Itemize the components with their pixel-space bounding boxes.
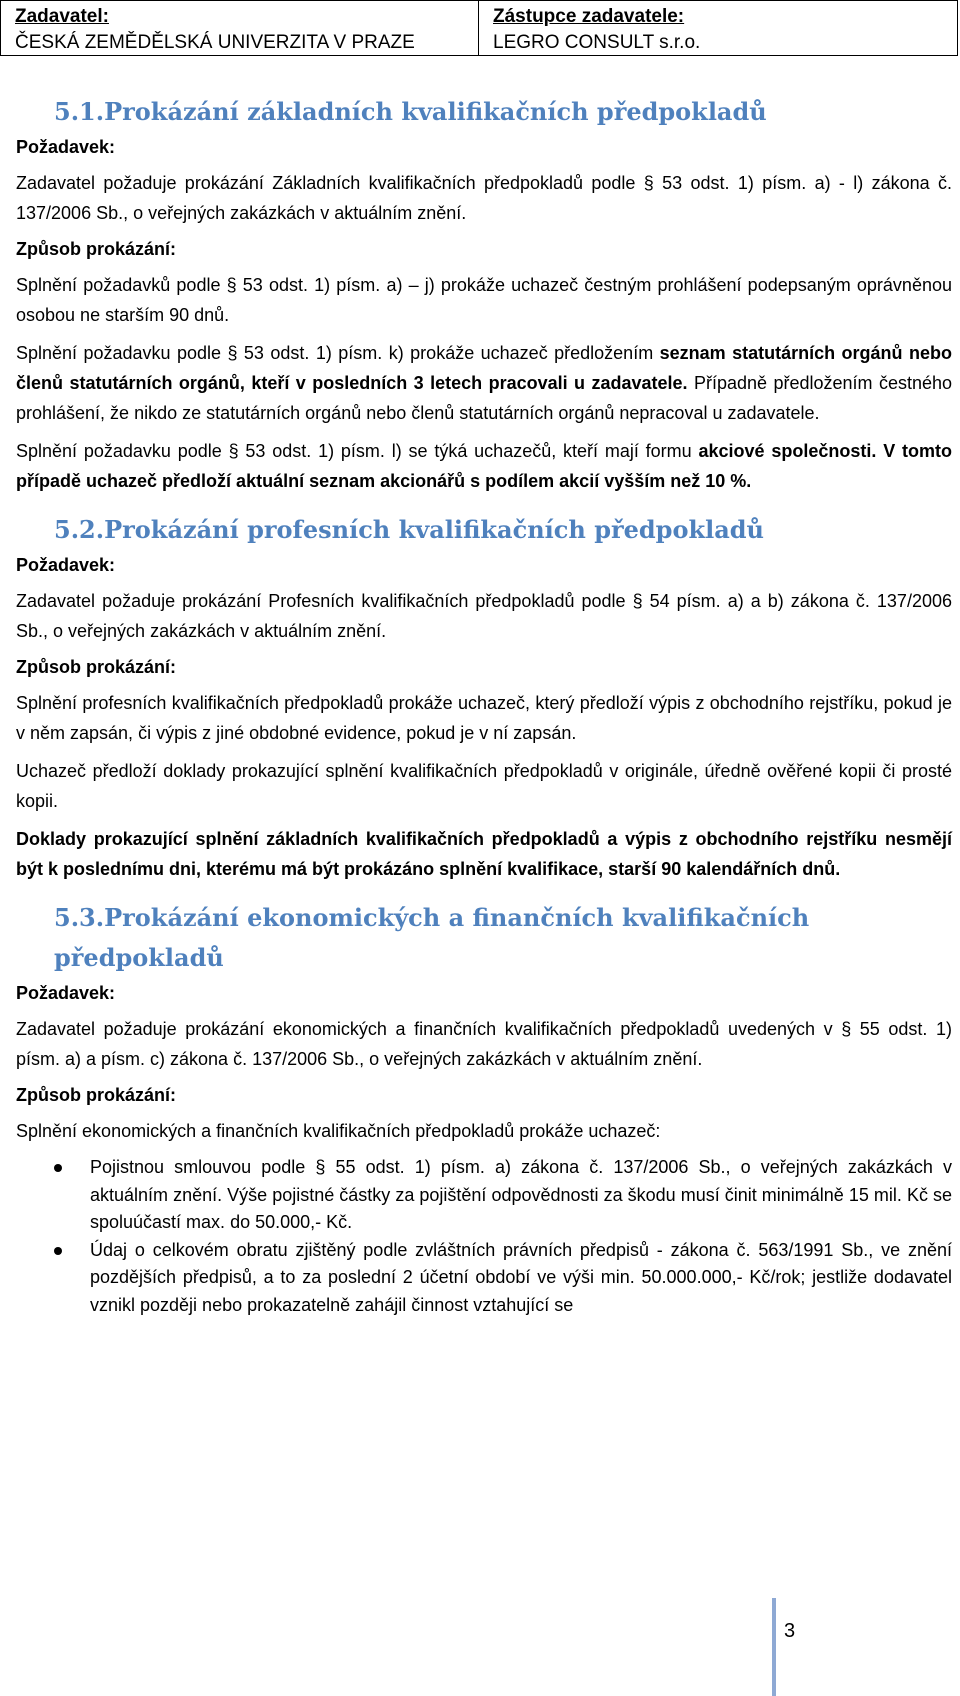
s3-requirement-label: Požadavek:	[16, 983, 116, 1003]
list-item	[16, 1154, 952, 1237]
section-5-1-heading: 5.1.Prokázání základních kvalifikačních předpokladů	[54, 97, 767, 126]
s3-paragraph-1: Splnění ekonomických a finančních kvalifikačních předpokladů prokáže uchazeč:	[16, 1121, 661, 1141]
s2-paragraph-3: Doklady prokazující splnění základních kvalifikačních předpokladů a výpis z obchodního rejstříku nesmějí být k poslednímu dni, kterému má být prokázáno splnění kvalifikace, starší 90 kalendářních dnů.	[16, 829, 952, 879]
document-body	[16, 92, 952, 1319]
s1-paragraph-1: Splnění požadavků podle § 53 odst. 1) písm. a) – j) prokáže uchazeč čestným prohlášení podepsaným oprávněnou osobou ne starším 90 dnů.	[16, 275, 952, 325]
header-right-label: Zástupce zadavatele:	[493, 6, 685, 27]
header-authority-representative	[479, 1, 957, 55]
s1-proof-label: Způsob prokázání:	[16, 239, 177, 259]
header-contracting-authority	[1, 1, 479, 55]
bullet-icon	[54, 1247, 62, 1255]
s3-bullet-list	[16, 1154, 952, 1319]
s1-p3-text: Splnění požadavku podle § 53 odst. 1) písm. l) se týká uchazečů, kteří mají formu	[16, 441, 699, 461]
s1-p2-bold: seznam statutárních orgánů nebo členů statutárních orgánů, kteří v posledních 3 letech pracovali u zadavatele.	[16, 343, 952, 393]
s2-requirement-label: Požadavek:	[16, 555, 116, 575]
header-left-label: Zadavatel:	[15, 6, 109, 27]
list-item	[16, 1237, 952, 1320]
s2-paragraph-1: Splnění profesních kvalifikačních předpokladů prokáže uchazeč, který předloží výpis z obchodního rejstříku, pokud je v něm zapsán, či výpis z jiné obdobné evidence, pokud je v ní zapsán.	[16, 693, 952, 743]
list-item-text: Pojistnou smlouvou podle § 55 odst. 1) písm. a) zákona č. 137/2006 Sb., o veřejných zakázkách v aktuálním znění. Výše pojistné částky za pojištění odpovědnosti za škodu musí činit minimálně 15 mil. Kč se spoluúčastí max. do 50.000,- Kč.	[90, 1157, 952, 1232]
list-item-text: Údaj o celkovém obratu zjištěný podle zvláštních právních předpisů - zákona č. 563/1991 Sb., ve znění pozdějších předpisů, a to za poslední 2 účetní období ve výši min. 50.000.000,- Kč/rok; jestliže dodavatel vznikl později nebo prokazatelně zahájil činnost vztahující se	[90, 1239, 952, 1315]
s3-requirement-text: Zadavatel požaduje prokázání ekonomických a finančních kvalifikačních předpokladů uvedených v § 55 odst. 1) písm. a) a písm. c) zákona č. 137/2006 Sb., o veřejných zakázkách v aktuálním znění.	[16, 1019, 952, 1069]
section-5-3-heading: 5.3.Prokázání ekonomických a finančních kvalifikačních předpokladů	[54, 903, 810, 972]
s1-p2-text: Splnění požadavku podle § 53 odst. 1) písm. k) prokáže uchazeč předložením	[16, 343, 660, 363]
header-left-value: ČESKÁ ZEMĚDĚLSKÁ UNIVERZITA V PRAZE	[15, 32, 415, 53]
footer-accent-bar	[772, 1598, 776, 1696]
section-5-2-heading: 5.2.Prokázání profesních kvalifikačních předpokladů	[54, 515, 764, 544]
s1-p3-bold: akciové společnosti. V tomto případě uchazeč předloží aktuální seznam akcionářů s podílem akcií vyšším než 10 %.	[16, 441, 952, 491]
s1-paragraph-2	[16, 338, 952, 428]
document-header	[0, 0, 958, 56]
s1-requirement-label: Požadavek:	[16, 137, 116, 157]
s2-paragraph-2: Uchazeč předloží doklady prokazující splnění kvalifikačních předpokladů v originále, úředně ověřené kopii či prosté kopii.	[16, 761, 952, 811]
s2-proof-label: Způsob prokázání:	[16, 657, 177, 677]
s3-proof-label: Způsob prokázání:	[16, 1085, 177, 1105]
bullet-icon	[54, 1164, 62, 1172]
s1-requirement-text: Zadavatel požaduje prokázání Základních kvalifikačních předpokladů podle § 53 odst. 1) písm. a) - l) zákona č. 137/2006 Sb., o veřejných zakázkách v aktuálním znění.	[16, 173, 952, 223]
s1-paragraph-3	[16, 436, 952, 496]
header-right-value: LEGRO CONSULT s.r.o.	[493, 32, 701, 53]
s1-p2-tail: Případně předložením čestného prohlášení, že nikdo ze statutárních orgánů nebo členů statutárních orgánů nepracoval u zadavatele.	[16, 373, 952, 423]
s2-requirement-text: Zadavatel požaduje prokázání Profesních kvalifikačních předpokladů podle § 54 písm. a) a b) zákona č. 137/2006 Sb., o veřejných zakázkách v aktuálním znění.	[16, 591, 952, 641]
page-number: 3	[784, 1620, 796, 1642]
